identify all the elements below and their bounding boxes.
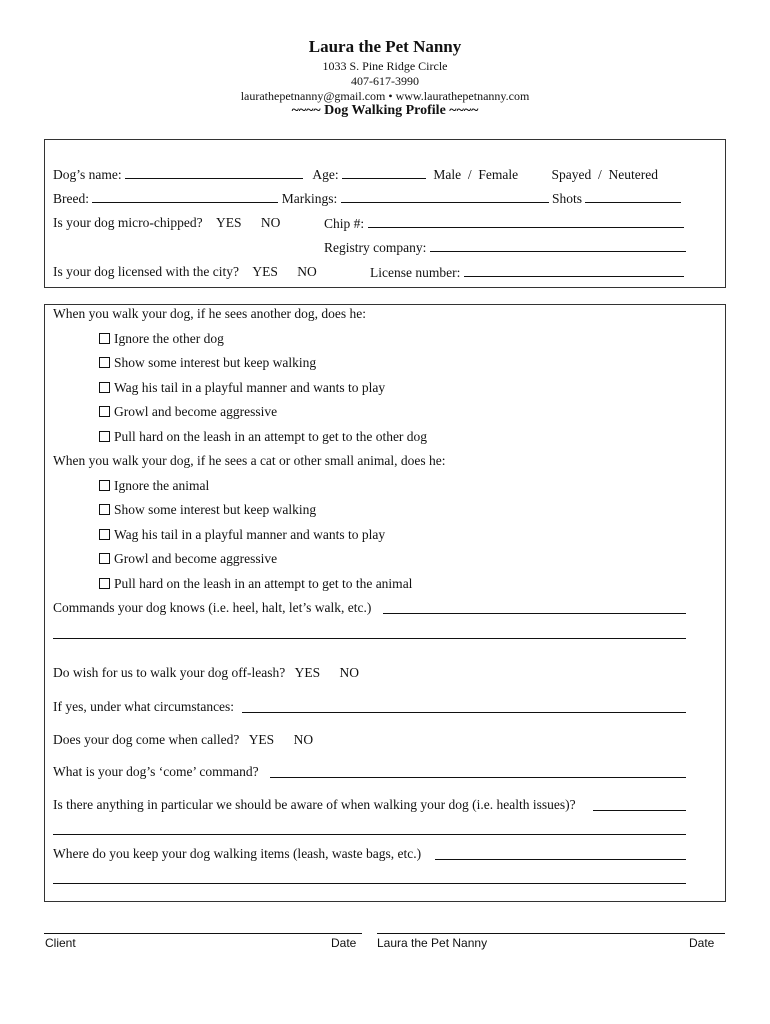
registry-row	[324, 239, 686, 256]
checkbox[interactable]	[99, 431, 110, 442]
come-command-field[interactable]	[270, 777, 686, 778]
offleash-question: Do wish for us to walk your dog off-leash?	[53, 665, 286, 680]
checkbox[interactable]	[99, 480, 110, 491]
checkbox[interactable]	[99, 578, 110, 589]
breed-label: Breed:	[53, 191, 89, 206]
dog-option[interactable]	[99, 331, 224, 347]
license-question-row	[53, 264, 317, 280]
commands-field-2[interactable]	[53, 638, 686, 639]
come-yes[interactable]: YES	[248, 732, 275, 747]
option-label: Show some interest but keep walking	[114, 355, 317, 370]
age-field[interactable]	[342, 166, 426, 179]
microchip-no[interactable]: NO	[260, 215, 281, 230]
option-label: Pull hard on the leash in an attempt to get to the animal	[114, 576, 413, 591]
commands-label: Commands your dog knows (i.e. heel, halt, let’s walk, etc.)	[53, 600, 372, 615]
chip-number-label: Chip #:	[324, 216, 365, 231]
dog-name-row	[53, 166, 658, 183]
microchip-question: Is your dog micro-chipped?	[53, 215, 203, 230]
come-no[interactable]: NO	[293, 732, 314, 747]
client-label: Client	[45, 936, 76, 950]
cat-option[interactable]	[99, 478, 209, 494]
registry-field[interactable]	[430, 239, 686, 252]
cat-option[interactable]	[99, 527, 385, 543]
client-date-label: Date	[331, 936, 357, 950]
come-command-label: What is your dog’s ‘come’ command?	[53, 764, 259, 779]
client-signature-line[interactable]	[44, 933, 362, 934]
checkbox[interactable]	[99, 406, 110, 417]
items-field-2[interactable]	[53, 883, 686, 884]
nanny-date-label: Date	[689, 936, 715, 950]
checkbox[interactable]	[99, 553, 110, 564]
circumstances-field[interactable]	[242, 712, 686, 713]
checkbox[interactable]	[99, 333, 110, 344]
checkbox[interactable]	[99, 357, 110, 368]
dog-option[interactable]	[99, 380, 385, 396]
circumstances-label: If yes, under what circumstances:	[53, 699, 235, 714]
business-website: www.laurathepetnanny.com	[395, 89, 530, 103]
bullet-separator: •	[388, 89, 393, 103]
option-label: Wag his tail in a playful manner and wants to play	[114, 527, 386, 542]
markings-field[interactable]	[341, 190, 549, 203]
shots-field[interactable]	[585, 190, 681, 203]
age-label: Age:	[312, 167, 339, 182]
cat-option[interactable]	[99, 576, 412, 592]
business-address: 1033 S. Pine Ridge Circle	[322, 59, 448, 73]
spay-neuter-options[interactable]: Spayed / Neutered	[551, 167, 658, 182]
dog-name-field[interactable]	[125, 166, 303, 179]
license-question: Is your dog licensed with the city?	[53, 264, 239, 279]
aware-field[interactable]	[593, 810, 686, 811]
offleash-row	[53, 665, 359, 681]
license-number-field[interactable]	[464, 264, 684, 277]
business-name: Laura the Pet Nanny	[308, 37, 462, 56]
offleash-yes[interactable]: YES	[294, 665, 321, 680]
commands-field[interactable]	[383, 613, 686, 614]
checkbox[interactable]	[99, 382, 110, 393]
gender-options[interactable]: Male / Female	[433, 167, 519, 182]
nanny-signature-line[interactable]	[377, 933, 725, 934]
cat-option[interactable]	[99, 502, 316, 518]
option-label: Ignore the animal	[114, 478, 210, 493]
chip-number-row	[324, 215, 684, 232]
option-label: Pull hard on the leash in an attempt to get to the other dog	[114, 429, 428, 444]
option-label: Show some interest but keep walking	[114, 502, 317, 517]
option-label: Growl and become aggressive	[114, 551, 278, 566]
business-email: laurathepetnanny@gmail.com	[240, 89, 386, 103]
breed-row	[53, 190, 681, 207]
come-question: Does your dog come when called?	[53, 732, 240, 747]
breed-field[interactable]	[92, 190, 278, 203]
nanny-label: Laura the Pet Nanny	[377, 936, 488, 950]
come-row	[53, 732, 313, 748]
option-label: Growl and become aggressive	[114, 404, 278, 419]
chip-number-field[interactable]	[368, 215, 684, 228]
license-no[interactable]: NO	[297, 264, 317, 279]
aware-question: Is there anything in particular we should be aware of when walking your dog (i.e. health issues)?	[53, 797, 576, 812]
dog-reaction-question: When you walk your dog, if he sees another dog, does he:	[53, 306, 367, 321]
license-number-label: License number:	[370, 265, 461, 280]
microchip-yes[interactable]: YES	[215, 215, 242, 230]
registry-label: Registry company:	[324, 240, 427, 255]
license-yes[interactable]: YES	[252, 264, 278, 279]
dog-option[interactable]	[99, 429, 427, 445]
option-label: Ignore the other dog	[114, 331, 224, 346]
option-label: Wag his tail in a playful manner and wants to play	[114, 380, 386, 395]
checkbox[interactable]	[99, 504, 110, 515]
license-number-row	[370, 264, 684, 281]
checkbox[interactable]	[99, 529, 110, 540]
dog-option[interactable]	[99, 355, 316, 371]
markings-label: Markings:	[281, 191, 338, 206]
cat-option[interactable]	[99, 551, 277, 567]
cat-reaction-question: When you walk your dog, if he sees a cat or other small animal, does he:	[53, 453, 446, 468]
offleash-no[interactable]: NO	[339, 665, 359, 680]
dog-option[interactable]	[99, 404, 277, 420]
aware-field-2[interactable]	[53, 834, 686, 835]
form-title: ~~~~ Dog Walking Profile ~~~~	[291, 103, 479, 118]
business-phone: 407-617-3990	[351, 74, 419, 88]
shots-label: Shots	[552, 191, 583, 206]
items-field[interactable]	[435, 859, 686, 860]
items-question: Where do you keep your dog walking items (leash, waste bags, etc.)	[53, 846, 422, 861]
contact-line	[0, 89, 770, 104]
microchip-row	[53, 215, 280, 231]
dog-name-label: Dog’s name:	[53, 167, 122, 182]
